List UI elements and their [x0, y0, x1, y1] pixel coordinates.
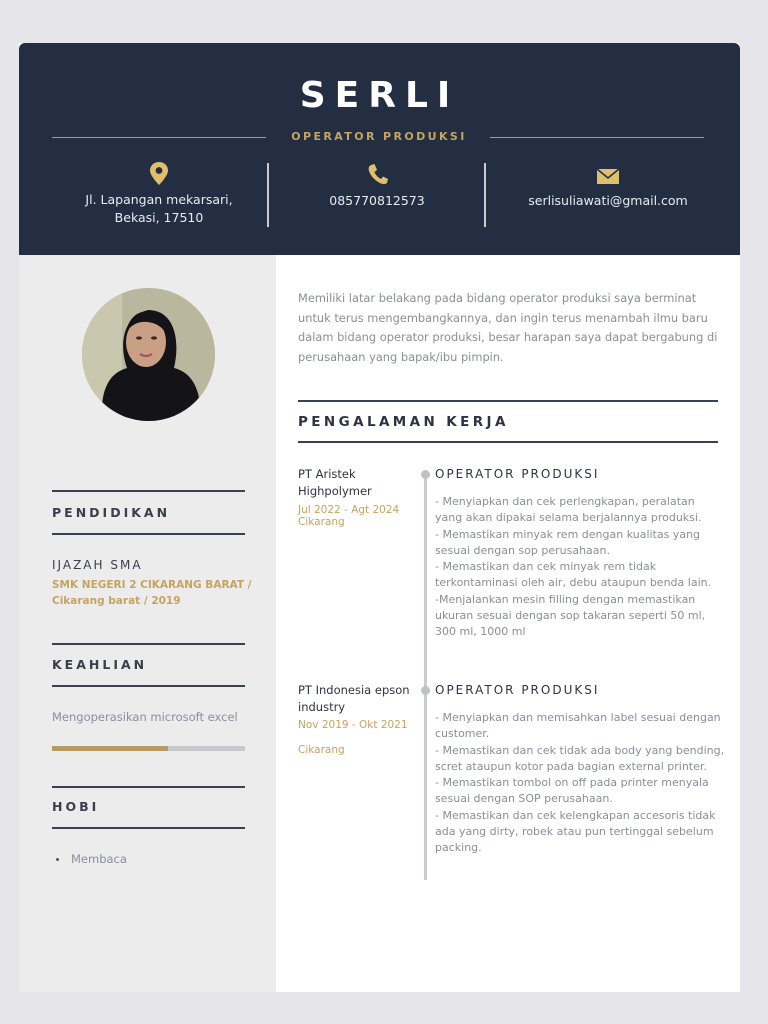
- phone-icon: [366, 161, 388, 187]
- address-line-1: Jl. Lapangan mekarsari,: [85, 192, 233, 207]
- profile-summary: Memiliki latar belakang pada bidang operator produksi saya berminat untuk terus mengembangkannya, dan ingin terus menambah ilmu baru dalam bidang operator produksi, besar harapan saya dapat bergabung di perusahaan yang bapak/ibu pimpin.: [298, 291, 718, 364]
- job-role: OPERATOR PRODUKSI: [435, 467, 600, 481]
- job-period: Jul 2022 - Agt 2024: [298, 504, 400, 516]
- resume-header: [19, 43, 740, 255]
- contact-phone: [277, 161, 477, 210]
- skill-name: Mengoperasikan microsoft excel: [52, 710, 238, 724]
- job-location: Cikarang: [298, 516, 345, 528]
- job-company: PT Aristek Highpolymer: [298, 467, 372, 498]
- section-divider: [298, 400, 718, 402]
- duty-item: -Menjalankan mesin filling dengan memastikan ukuran sesuai dengan sop takaran seperti 50 ml, 300 ml, 1000 ml: [435, 592, 706, 639]
- duty-item: - Menyiapkan dan cek perlengkapan, peralatan yang akan dipakai selama berjalannya produksi.: [435, 495, 702, 525]
- section-title-experience: PENGALAMAN KERJA: [298, 414, 509, 430]
- job-company: PT Indonesia epson industry: [298, 683, 410, 714]
- resume-page: [19, 43, 740, 992]
- duty-item: - Memastikan dan cek tidak ada body yang bending, scret ataupun kotor pada bagian external printer.: [435, 743, 725, 773]
- education-degree: IJAZAH SMA: [52, 558, 143, 572]
- section-divider: [52, 786, 245, 788]
- sidebar: [19, 255, 276, 992]
- duty-item: - Menyiapkan dan memisahkan label sesuai dengan customer.: [435, 711, 721, 741]
- profile-photo-image: [82, 288, 215, 421]
- section-title-education: PENDIDIKAN: [52, 505, 171, 520]
- section-divider: [52, 643, 245, 645]
- skill-level-fill: [52, 746, 168, 751]
- job-location: Cikarang: [298, 744, 345, 756]
- job-role: OPERATOR PRODUKSI: [435, 683, 600, 697]
- email-address[interactable]: serlisuliawati@gmail.com: [528, 193, 688, 208]
- job-duties: [435, 710, 725, 857]
- contact-divider: [484, 163, 486, 227]
- job-period: Nov 2019 - Okt 2021: [298, 719, 408, 731]
- envelope-icon: [596, 161, 620, 187]
- section-divider: [52, 827, 245, 829]
- address-line-2: Bekasi, 17510: [114, 210, 204, 225]
- timeline-dot: [421, 470, 430, 479]
- section-divider: [52, 533, 245, 535]
- section-divider: [298, 441, 718, 443]
- job-title: OPERATOR PRODUKSI: [291, 130, 467, 143]
- phone-number[interactable]: 085770812573: [329, 193, 425, 208]
- job-duties: [435, 494, 725, 641]
- contact-divider: [267, 163, 269, 227]
- duty-item: - Memastikan tombol on off pada printer menyala sesuai dengan SOP perusahaan.: [435, 776, 709, 806]
- hobby-item: [56, 852, 127, 866]
- timeline-dot: [421, 686, 430, 695]
- location-pin-icon: [149, 161, 169, 187]
- education-school: SMK NEGERI 2 CIKARANG BARAT / Cikarang barat / 2019: [52, 579, 252, 607]
- profile-photo: [82, 288, 215, 421]
- header-divider-right: [490, 137, 704, 138]
- skill-level-bar: [52, 746, 245, 751]
- duty-item: - Memastikan dan cek minyak rem tidak terkontaminasi oleh air, debu ataupun benda lain.: [435, 560, 712, 590]
- header-divider-left: [52, 137, 266, 138]
- contact-address: [59, 161, 259, 227]
- section-divider: [52, 490, 245, 492]
- section-title-hobbies: HOBI: [52, 799, 100, 814]
- section-divider: [52, 685, 245, 687]
- hobby-label: Membaca: [71, 852, 127, 866]
- duty-item: - Memastikan minyak rem dengan kualitas yang sesuai dengan sop perusahaan.: [435, 527, 701, 557]
- bullet-icon: [56, 858, 59, 861]
- candidate-name: SERLI: [299, 75, 460, 116]
- duty-item: - Memastikan dan cek kelengkapan accesoris tidak ada yang dirty, robek atau pun tertinggal sebelum packing.: [435, 808, 716, 855]
- section-title-skills: KEAHLIAN: [52, 657, 148, 672]
- timeline-line: [424, 471, 427, 880]
- contact-email: [493, 161, 723, 210]
